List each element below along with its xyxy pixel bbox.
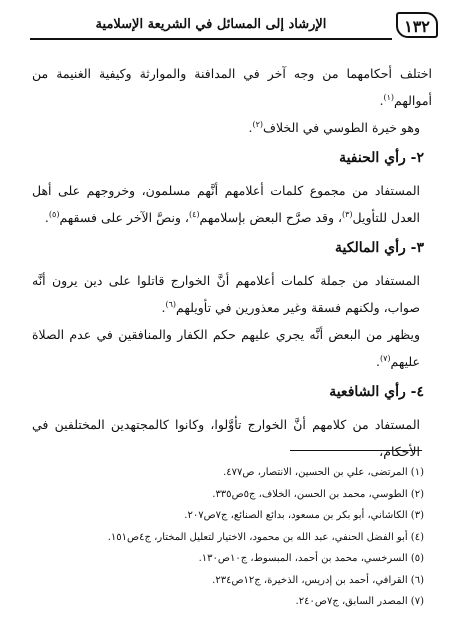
paragraph-4: المستفاد من جملة كلمات أعلامهم أنَّ الخوارج قاتلوا على دين يرون أنَّه صواب، ولكنهم فسقة وغير معذورين في تأويلهم$^{(٦)}$. [32, 273, 420, 315]
footnote-6: (٦) القرافي، أحمد بن إدريس، الذخيرة، ج١٢ص٢٣٤. [212, 574, 424, 586]
paragraph-3-text-c: ، ونصَّ الآخر على فسقهم [59, 210, 189, 225]
footnote-2: (٢) الطوسي، محمد بن الحسن، الخلاف، ج٥ص٣٣٥. [212, 488, 424, 500]
book-title: الإرشاد إلى المسائل في الشريعة الإسلامية [30, 12, 392, 40]
footnote-4: (٤) أبو الفضل الحنفي، عبد الله بن محمود، الاختيار لتعليل المختار، ج٤ص١٥١. [107, 531, 424, 543]
running-header [30, 12, 440, 40]
paragraph-2: وهو خيرة الطوسي في الخلاف$^{(٢)}$. [248, 119, 420, 135]
page-number: ١٣٢ [396, 12, 438, 38]
paragraph-1: اختلف أحكامهما من وجه آخر في المدافنة والموارثة وكيفية الغنيمة من أموالهم$^{(١)}$. [32, 66, 432, 108]
paragraph-4-text: المستفاد من جملة كلمات أعلامهم أنَّ الخوارج قاتلوا على دين يرون أنَّه صواب، ولكنهم فسقة وغير معذورين في تأويلهم [32, 273, 420, 315]
paragraph-1-text: اختلف أحكامهما من وجه آخر في المدافنة والموارثة وكيفية الغنيمة من أموالهم [32, 66, 432, 108]
paragraph-6: المستفاد من كلامهم أنَّ الخوارج تأوَّلوا، وكانوا كالمجتهدين المختلفين في الأحكام، [32, 417, 420, 459]
footnotes [32, 462, 432, 613]
footnote-ref-7: (٧) [380, 353, 391, 363]
main-text [32, 60, 432, 465]
paragraph-3-text-a: المستفاد من مجموع كلمات أعلامهم أنَّهم مسلمون، وخروجهم على أهل العدل للتأويل [32, 183, 420, 225]
heading-maliki: ٣- رأي المالكية [335, 240, 424, 256]
footnote-1: (١) المرتضى، علي بن الحسين، الانتصار، ص٤٧٧. [223, 467, 424, 478]
heading-shafii: ٤- رأي الشافعية [329, 384, 424, 400]
footnote-ref-1: (١) [383, 92, 394, 102]
paragraph-5-text: ويظهر من البعض أنَّه يجري عليهم حكم الكفار والمنافقين في عدم الصلاة عليهم [32, 327, 420, 369]
footnote-divider [290, 450, 422, 451]
footnote-3: (٣) الكاشاني، أبو بكر بن مسعود، بدائع الصنائع، ج٧ص٢٠٧. [184, 510, 424, 521]
heading-hanafi: ٢- رأي الحنفية [339, 150, 424, 166]
footnote-ref-3: (٣) [342, 209, 353, 219]
footnote-ref-4: (٤) [188, 209, 200, 219]
footnote-ref-6: (٦) [165, 299, 177, 309]
footnote-ref-2: (٢) [252, 119, 264, 129]
footnote-7: (٧) المصدر السابق، ج٧ص٢٤٠. [295, 596, 424, 607]
paragraph-3: المستفاد من مجموع كلمات أعلامهم أنَّهم مسلمون، وخروجهم على أهل العدل للتأويل$^{(٣)}$، وقد صرَّح البعض بإسلامهم$^{(٤)}$، ونصَّ الآخر على فسقهم$^{(٥)}$. [32, 183, 420, 225]
paragraph-2-text: وهو خيرة الطوسي في الخلاف [263, 120, 420, 135]
footnote-5: (٥) السرخسي، محمد بن أحمد، المبسوط، ج١٠ص١٣٠. [198, 553, 424, 564]
footnote-ref-5: (٥) [48, 209, 60, 219]
paragraph-3-text-b: ، وقد صرَّح البعض بإسلامهم [199, 210, 342, 225]
paragraph-5: ويظهر من البعض أنَّه يجري عليهم حكم الكفار والمنافقين في عدم الصلاة عليهم$^{(٧)}$. [32, 327, 420, 369]
